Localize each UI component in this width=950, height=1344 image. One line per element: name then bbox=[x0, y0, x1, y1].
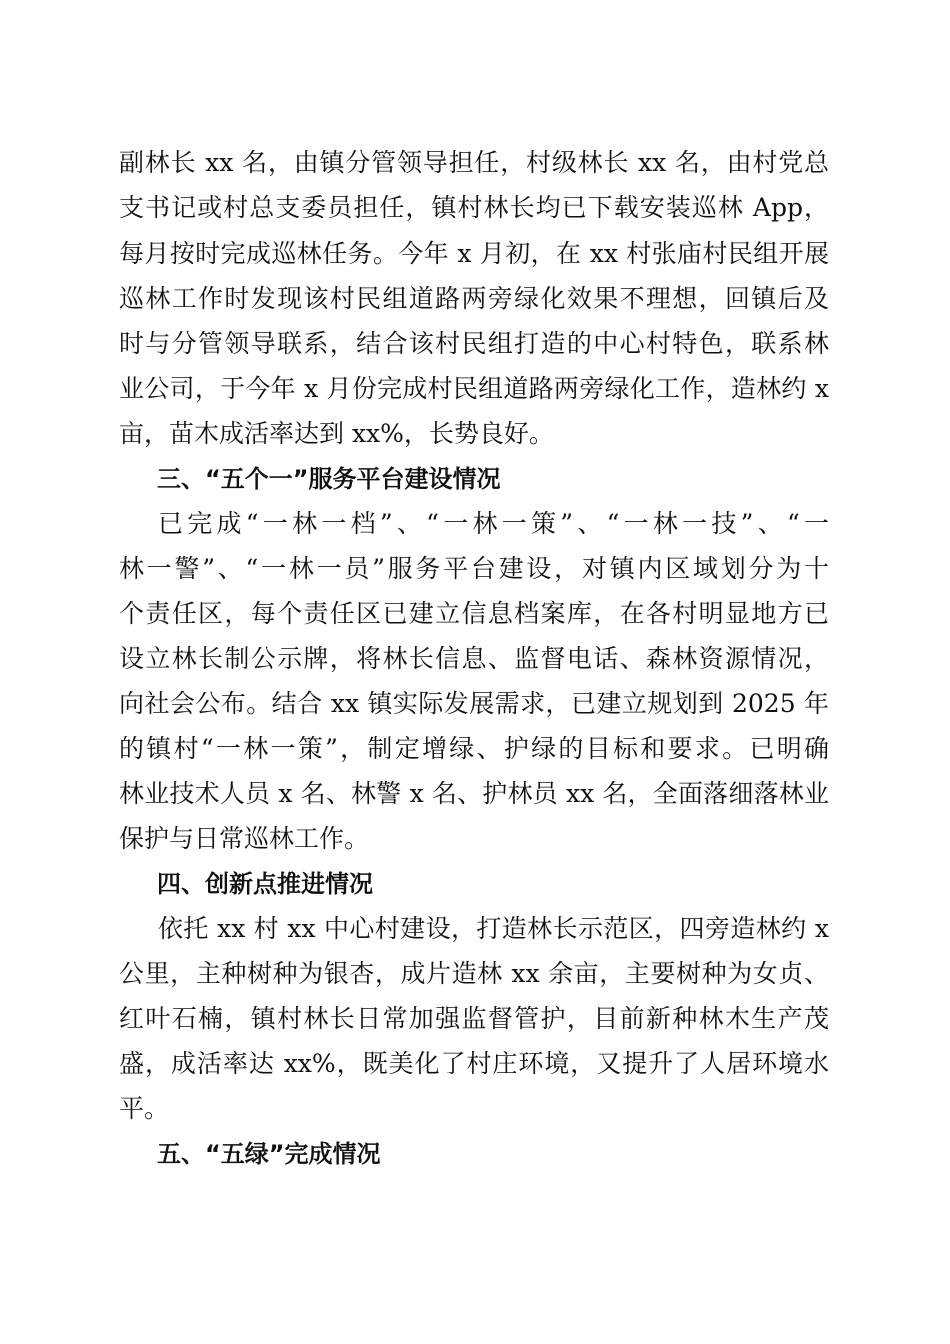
paragraph-line: 巡林工作时发现该村民组道路两旁绿化效果不理想，回镇后及 bbox=[119, 284, 829, 313]
paragraph-line: 林一警”、“一林一员”服务平台建设，对镇内区域划分为十 bbox=[119, 554, 829, 583]
paragraph-line: 平。 bbox=[119, 1094, 170, 1123]
section-heading-3: 三、“五个一”服务平台建设情况 bbox=[157, 465, 501, 493]
section-heading-5: 五、“五绿”完成情况 bbox=[157, 1140, 381, 1168]
paragraph-line: 已完成“一林一档”、“一林一策”、“一林一技”、“一 bbox=[158, 509, 829, 538]
paragraph-line: 设立林长制公示牌，将林长信息、监督电话、森林资源情况， bbox=[119, 644, 829, 673]
paragraph-line: 每月按时完成巡林任务。今年 x 月初，在 xx 村张庙村民组开展 bbox=[119, 239, 829, 268]
paragraph-line: 红叶石楠，镇村林长日常加强监督管护，目前新种林木生产茂 bbox=[119, 1004, 829, 1033]
paragraph-line: 保护与日常巡林工作。 bbox=[119, 824, 370, 853]
paragraph-line: 公里，主种树种为银杏，成片造林 xx 余亩，主要树种为女贞、 bbox=[119, 959, 829, 988]
paragraph-line: 亩，苗木成活率达到 xx%，长势良好。 bbox=[119, 419, 554, 448]
paragraph-line: 林业技术人员 x 名、林警 x 名、护林员 xx 名，全面落细落林业 bbox=[119, 779, 829, 808]
paragraph-line: 副林长 xx 名，由镇分管领导担任，村级林长 xx 名，由村党总 bbox=[119, 148, 829, 177]
paragraph-line: 时与分管领导联系，结合该村民组打造的中心村特色，联系林 bbox=[119, 329, 829, 358]
paragraph-line: 的镇村“一林一策”，制定增绿、护绿的目标和要求。已明确 bbox=[119, 734, 829, 763]
paragraph-line: 向社会公布。结合 xx 镇实际发展需求，已建立规划到 2025 年 bbox=[119, 689, 829, 718]
paragraph-line: 支书记或村总支委员担任，镇村林长均已下载安装巡林 App， bbox=[119, 193, 829, 222]
paragraph-line: 盛，成活率达 xx%，既美化了村庄环境，又提升了人居环境水 bbox=[119, 1049, 829, 1078]
section-heading-4: 四、创新点推进情况 bbox=[157, 870, 373, 898]
paragraph-line: 个责任区，每个责任区已建立信息档案库，在各村明显地方已 bbox=[119, 599, 829, 628]
paragraph-line: 依托 xx 村 xx 中心村建设，打造林长示范区，四旁造林约 x bbox=[158, 914, 829, 943]
paragraph-line: 业公司，于今年 x 月份完成村民组道路两旁绿化工作，造林约 x bbox=[119, 374, 829, 403]
